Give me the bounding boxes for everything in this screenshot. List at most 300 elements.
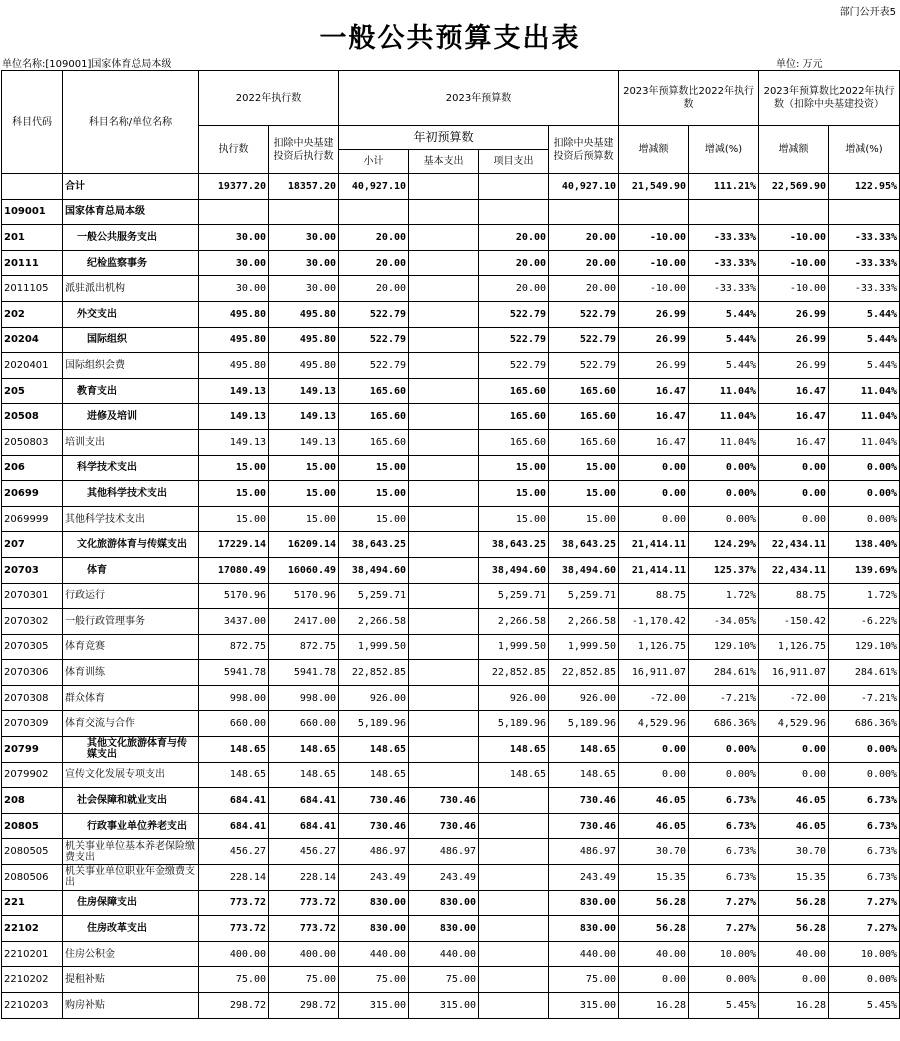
cell-value: 30.70 [619, 839, 689, 865]
cell-value: 20.00 [549, 276, 619, 302]
cell-value: 522.79 [339, 353, 409, 379]
cell-value: -7.21% [689, 685, 759, 711]
table-row [2, 250, 900, 276]
cell-code: 2080505 [2, 839, 63, 865]
header-name: 科目名称/单位名称 [63, 71, 199, 174]
cell-value: 26.99 [619, 327, 689, 353]
cell-value [409, 609, 479, 635]
cell-code: 2011105 [2, 276, 63, 302]
cell-value: 440.00 [409, 941, 479, 967]
cell-value: 26.99 [759, 301, 829, 327]
cell-value: 46.05 [759, 788, 829, 814]
table-row [2, 532, 900, 558]
cell-code: 206 [2, 455, 63, 481]
budget-expenditure-table [1, 70, 900, 1019]
cell-value: 20.00 [479, 225, 549, 251]
table-row [2, 378, 900, 404]
cell-value: 495.80 [269, 353, 339, 379]
cell-value: 21,414.11 [619, 557, 689, 583]
cell-value: 5.45% [689, 993, 759, 1019]
cell-value: 495.80 [269, 301, 339, 327]
cell-value: 30.00 [269, 276, 339, 302]
cell-value: 926.00 [479, 685, 549, 711]
cell-value: 75.00 [199, 967, 269, 993]
cell-value: 660.00 [199, 711, 269, 737]
cell-value [409, 557, 479, 583]
cell-value: 20.00 [339, 276, 409, 302]
cell-value: -33.33% [689, 276, 759, 302]
cell-value: 11.04% [689, 429, 759, 455]
cell-value: 11.04% [829, 429, 900, 455]
cell-value: 148.65 [339, 737, 409, 763]
cell-value: 298.72 [269, 993, 339, 1019]
cell-value: 16,911.07 [619, 660, 689, 686]
cell-value [269, 199, 339, 225]
cell-value: 20.00 [339, 225, 409, 251]
cell-value: -34.05% [689, 609, 759, 635]
cell-value: 495.80 [199, 327, 269, 353]
cell-name: 其他文化旅游体育与传媒支出 [63, 737, 199, 763]
table-row [2, 941, 900, 967]
cell-value: 5.44% [829, 327, 900, 353]
cell-name: 宣传文化发展专项支出 [63, 762, 199, 788]
cell-value: 46.05 [759, 813, 829, 839]
cell-value: 2,266.58 [339, 609, 409, 635]
cell-value: 926.00 [549, 685, 619, 711]
cell-value: 38,643.25 [339, 532, 409, 558]
cell-code: 20508 [2, 404, 63, 430]
cell-value: 872.75 [199, 634, 269, 660]
cell-code: 2020401 [2, 353, 63, 379]
cell-code: 20111 [2, 250, 63, 276]
cell-value [619, 199, 689, 225]
cell-value: 315.00 [409, 993, 479, 1019]
cell-value [479, 788, 549, 814]
cell-code: 201 [2, 225, 63, 251]
cell-value [479, 865, 549, 891]
cell-value: -10.00 [619, 276, 689, 302]
cell-value: 139.69% [829, 557, 900, 583]
cell-value: 17229.14 [199, 532, 269, 558]
table-row [2, 685, 900, 711]
table-body [2, 174, 900, 1019]
cell-name: 行政事业单位养老支出 [63, 813, 199, 839]
cell-value: -150.42 [759, 609, 829, 635]
cell-value [409, 301, 479, 327]
cell-value: 773.72 [269, 916, 339, 942]
cell-value [759, 199, 829, 225]
table-row [2, 916, 900, 942]
cell-name: 国际组织 [63, 327, 199, 353]
cell-value: 0.00% [689, 967, 759, 993]
cell-value: 0.00% [829, 737, 900, 763]
cell-value: 56.28 [619, 916, 689, 942]
cell-value: 284.61% [829, 660, 900, 686]
cell-value: 40.00 [759, 941, 829, 967]
cell-value: 15.00 [549, 455, 619, 481]
cell-value: 10.00% [689, 941, 759, 967]
cell-value: 148.65 [339, 762, 409, 788]
cell-value: 56.28 [619, 890, 689, 916]
header-code: 科目代码 [2, 71, 63, 174]
cell-value: 38,494.60 [339, 557, 409, 583]
table-row [2, 455, 900, 481]
table-row [2, 353, 900, 379]
cell-value: 5.44% [829, 301, 900, 327]
cell-value [409, 685, 479, 711]
cell-value: 11.04% [689, 378, 759, 404]
cell-value [409, 378, 479, 404]
cell-value: 1.72% [689, 583, 759, 609]
cell-code: 2050803 [2, 429, 63, 455]
cell-value: 5.45% [829, 993, 900, 1019]
cell-value: 129.10% [689, 634, 759, 660]
cell-name: 群众体育 [63, 685, 199, 711]
cell-code: 2210202 [2, 967, 63, 993]
cell-name: 一般公共服务支出 [63, 225, 199, 251]
cell-value: 730.46 [339, 813, 409, 839]
cell-code: 20703 [2, 557, 63, 583]
header-budget-2023: 2023年预算数 [339, 71, 619, 126]
cell-name: 住房保障支出 [63, 890, 199, 916]
cell-value: 2,266.58 [479, 609, 549, 635]
table-row [2, 967, 900, 993]
cell-value: 400.00 [269, 941, 339, 967]
cell-value: 5.44% [829, 353, 900, 379]
cell-value: -10.00 [759, 225, 829, 251]
table-row [2, 788, 900, 814]
cell-value: 15.00 [339, 506, 409, 532]
cell-value: 5,189.96 [479, 711, 549, 737]
cell-value: 0.00% [689, 481, 759, 507]
cell-value [409, 327, 479, 353]
cell-value: 11.04% [829, 378, 900, 404]
cell-value: 22,434.11 [759, 557, 829, 583]
cell-value [689, 199, 759, 225]
header-exec-2022: 2022年执行数 [199, 71, 339, 126]
cell-value [409, 199, 479, 225]
cell-value: 16209.14 [269, 532, 339, 558]
cell-value [409, 634, 479, 660]
cell-value: 75.00 [269, 967, 339, 993]
cell-value: 6.73% [829, 865, 900, 891]
cell-value: 2417.00 [269, 609, 339, 635]
cell-name: 国际组织会费 [63, 353, 199, 379]
cell-value: 26.99 [619, 353, 689, 379]
cell-value: 6.73% [689, 839, 759, 865]
cell-value: 6.73% [689, 813, 759, 839]
cell-value: 0.00% [689, 506, 759, 532]
cell-value: 7.27% [829, 890, 900, 916]
cell-value: 138.40% [829, 532, 900, 558]
cell-value: 456.27 [269, 839, 339, 865]
table-row [2, 506, 900, 532]
cell-value: 7.27% [689, 916, 759, 942]
cell-value: 11.04% [829, 404, 900, 430]
cell-value: 6.73% [689, 865, 759, 891]
cell-name: 一般行政管理事务 [63, 609, 199, 635]
cell-value: -33.33% [689, 225, 759, 251]
cell-value: -10.00 [759, 250, 829, 276]
cell-value: 11.04% [689, 404, 759, 430]
cell-value: 1,999.50 [549, 634, 619, 660]
cell-value: 20.00 [479, 250, 549, 276]
table-row [2, 813, 900, 839]
cell-value: 15.00 [479, 506, 549, 532]
cell-value: 872.75 [269, 634, 339, 660]
cell-value: 149.13 [199, 429, 269, 455]
cell-code: 20699 [2, 481, 63, 507]
cell-code: 221 [2, 890, 63, 916]
cell-value: 0.00 [619, 455, 689, 481]
cell-code: 22102 [2, 916, 63, 942]
cell-value: 15.00 [199, 455, 269, 481]
cell-value: 16.47 [759, 378, 829, 404]
cell-value: 16.47 [619, 429, 689, 455]
cell-value: 0.00 [619, 506, 689, 532]
cell-value: 15.00 [199, 506, 269, 532]
cell-value: 17080.49 [199, 557, 269, 583]
cell-value [479, 941, 549, 967]
cell-value: 40,927.10 [339, 174, 409, 200]
cell-value: 40.00 [619, 941, 689, 967]
cell-code: 109001 [2, 199, 63, 225]
cell-value: 830.00 [549, 890, 619, 916]
cell-name: 提租补贴 [63, 967, 199, 993]
cell-name: 体育 [63, 557, 199, 583]
cell-name: 科学技术支出 [63, 455, 199, 481]
cell-code: 2069999 [2, 506, 63, 532]
cell-value: 16060.49 [269, 557, 339, 583]
cell-value [409, 225, 479, 251]
cell-value [479, 890, 549, 916]
cell-value: 284.61% [689, 660, 759, 686]
cell-value: 16.47 [619, 378, 689, 404]
header-basic: 基本支出 [409, 150, 479, 174]
cell-value [339, 199, 409, 225]
cell-value: 148.65 [199, 762, 269, 788]
table-number-label: 部门公开表5 [839, 7, 896, 18]
cell-value: 456.27 [199, 839, 269, 865]
cell-value: 15.00 [269, 481, 339, 507]
cell-value: 7.27% [829, 916, 900, 942]
cell-value: 20.00 [549, 225, 619, 251]
cell-value: 522.79 [339, 301, 409, 327]
cell-value: 148.65 [479, 762, 549, 788]
cell-value: 88.75 [619, 583, 689, 609]
cell-value: 773.72 [269, 890, 339, 916]
table-row [2, 404, 900, 430]
cell-name: 体育竞赛 [63, 634, 199, 660]
cell-value: 6.73% [829, 813, 900, 839]
cell-value: 30.00 [199, 250, 269, 276]
cell-value: 88.75 [759, 583, 829, 609]
cell-value: -10.00 [619, 225, 689, 251]
cell-value: 5941.78 [269, 660, 339, 686]
cell-value: 165.60 [549, 404, 619, 430]
table-row [2, 890, 900, 916]
cell-code: 2080506 [2, 865, 63, 891]
cell-value: 38,494.60 [479, 557, 549, 583]
cell-value: 129.10% [829, 634, 900, 660]
cell-value: 730.46 [409, 813, 479, 839]
table-row [2, 711, 900, 737]
cell-value [409, 660, 479, 686]
cell-value [829, 199, 900, 225]
cell-value: 1,999.50 [479, 634, 549, 660]
table-row [2, 865, 900, 891]
cell-value: 228.14 [199, 865, 269, 891]
table-row [2, 199, 900, 225]
cell-code: 2070306 [2, 660, 63, 686]
table-row [2, 609, 900, 635]
cell-value: 5.44% [689, 327, 759, 353]
cell-value: 165.60 [479, 429, 549, 455]
table-row [2, 225, 900, 251]
cell-value: 15.35 [759, 865, 829, 891]
cell-value: 1,999.50 [339, 634, 409, 660]
cell-value: 46.05 [619, 813, 689, 839]
cell-value: 16.28 [619, 993, 689, 1019]
cell-value: 149.13 [269, 378, 339, 404]
cell-code: 2070302 [2, 609, 63, 635]
cell-name: 教育支出 [63, 378, 199, 404]
cell-value: 0.00% [829, 506, 900, 532]
cell-value: 1.72% [829, 583, 900, 609]
cell-name: 其他科学技术支出 [63, 506, 199, 532]
cell-value: 684.41 [199, 813, 269, 839]
cell-name: 合计 [63, 174, 199, 200]
cell-value: 15.00 [479, 455, 549, 481]
cell-value: 30.00 [269, 225, 339, 251]
cell-value: 0.00% [689, 737, 759, 763]
cell-value: 5.44% [689, 353, 759, 379]
cell-value: 3437.00 [199, 609, 269, 635]
header-exec: 执行数 [199, 126, 269, 174]
cell-value [549, 199, 619, 225]
cell-code: 2070308 [2, 685, 63, 711]
cell-value: 40,927.10 [549, 174, 619, 200]
cell-value: 22,852.85 [339, 660, 409, 686]
cell-name: 文化旅游体育与传媒支出 [63, 532, 199, 558]
cell-value: 495.80 [199, 353, 269, 379]
cell-value: -6.22% [829, 609, 900, 635]
cell-value: 0.00 [759, 737, 829, 763]
cell-code [2, 174, 63, 200]
cell-value: 38,643.25 [549, 532, 619, 558]
cell-value: 4,529.96 [759, 711, 829, 737]
cell-value: 26.99 [619, 301, 689, 327]
cell-value: 0.00 [619, 737, 689, 763]
cell-value: 15.35 [619, 865, 689, 891]
header-increase-amount-excl: 增减额 [759, 126, 829, 174]
cell-value: 18357.20 [269, 174, 339, 200]
cell-value: 149.13 [199, 378, 269, 404]
cell-name: 机关事业单位职业年金缴费支出 [63, 865, 199, 891]
cell-name: 其他科学技术支出 [63, 481, 199, 507]
cell-value: 440.00 [339, 941, 409, 967]
header-increase-amount: 增减额 [619, 126, 689, 174]
table-row [2, 583, 900, 609]
cell-value [409, 711, 479, 737]
cell-value [479, 967, 549, 993]
cell-value: 243.49 [409, 865, 479, 891]
cell-value: 30.00 [269, 250, 339, 276]
cell-value: 16.47 [619, 404, 689, 430]
cell-value: 149.13 [199, 404, 269, 430]
cell-value [409, 250, 479, 276]
cell-value: 830.00 [409, 916, 479, 942]
page-title: 一般公共预算支出表 [319, 23, 581, 54]
cell-value: 730.46 [549, 788, 619, 814]
cell-value: 148.65 [549, 762, 619, 788]
cell-value: 998.00 [199, 685, 269, 711]
cell-value: 19377.20 [199, 174, 269, 200]
table-row [2, 634, 900, 660]
cell-value: -72.00 [759, 685, 829, 711]
cell-value: 125.37% [689, 557, 759, 583]
cell-value: 15.00 [549, 506, 619, 532]
cell-value: 243.49 [549, 865, 619, 891]
cell-value: 124.29% [689, 532, 759, 558]
cell-value: 773.72 [199, 890, 269, 916]
cell-value: 522.79 [549, 327, 619, 353]
header-exec-excl: 扣除中央基建投资后执行数 [269, 126, 339, 174]
cell-value: 5941.78 [199, 660, 269, 686]
cell-value: 4,529.96 [619, 711, 689, 737]
cell-value: 30.00 [199, 276, 269, 302]
table-row [2, 481, 900, 507]
cell-value: 15.00 [269, 506, 339, 532]
cell-code: 2070309 [2, 711, 63, 737]
cell-value: 16.47 [759, 404, 829, 430]
table-row [2, 660, 900, 686]
cell-name: 国家体育总局本级 [63, 199, 199, 225]
cell-value: 21,549.90 [619, 174, 689, 200]
cell-value: 684.41 [269, 788, 339, 814]
cell-value: 148.65 [479, 737, 549, 763]
table-row [2, 327, 900, 353]
cell-value: -33.33% [829, 250, 900, 276]
cell-value: 0.00% [829, 455, 900, 481]
cell-value: 0.00% [829, 481, 900, 507]
table-row [2, 839, 900, 865]
cell-value: 10.00% [829, 941, 900, 967]
cell-value: 5,189.96 [339, 711, 409, 737]
cell-value: 243.49 [339, 865, 409, 891]
cell-value: -33.33% [829, 225, 900, 251]
cell-value: 660.00 [269, 711, 339, 737]
cell-value: 15.00 [339, 481, 409, 507]
cell-value: 0.00 [619, 967, 689, 993]
table-row [2, 276, 900, 302]
cell-value: -10.00 [619, 250, 689, 276]
cell-name: 体育训练 [63, 660, 199, 686]
table-row [2, 429, 900, 455]
cell-code: 20204 [2, 327, 63, 353]
cell-name: 体育交流与合作 [63, 711, 199, 737]
cell-value [409, 762, 479, 788]
cell-code: 208 [2, 788, 63, 814]
cell-name: 进修及培训 [63, 404, 199, 430]
cell-value: 56.28 [759, 916, 829, 942]
cell-value: 522.79 [479, 301, 549, 327]
cell-value: 730.46 [339, 788, 409, 814]
cell-value: 522.79 [339, 327, 409, 353]
cell-value: 165.60 [339, 378, 409, 404]
cell-value [409, 506, 479, 532]
cell-value: -33.33% [689, 250, 759, 276]
